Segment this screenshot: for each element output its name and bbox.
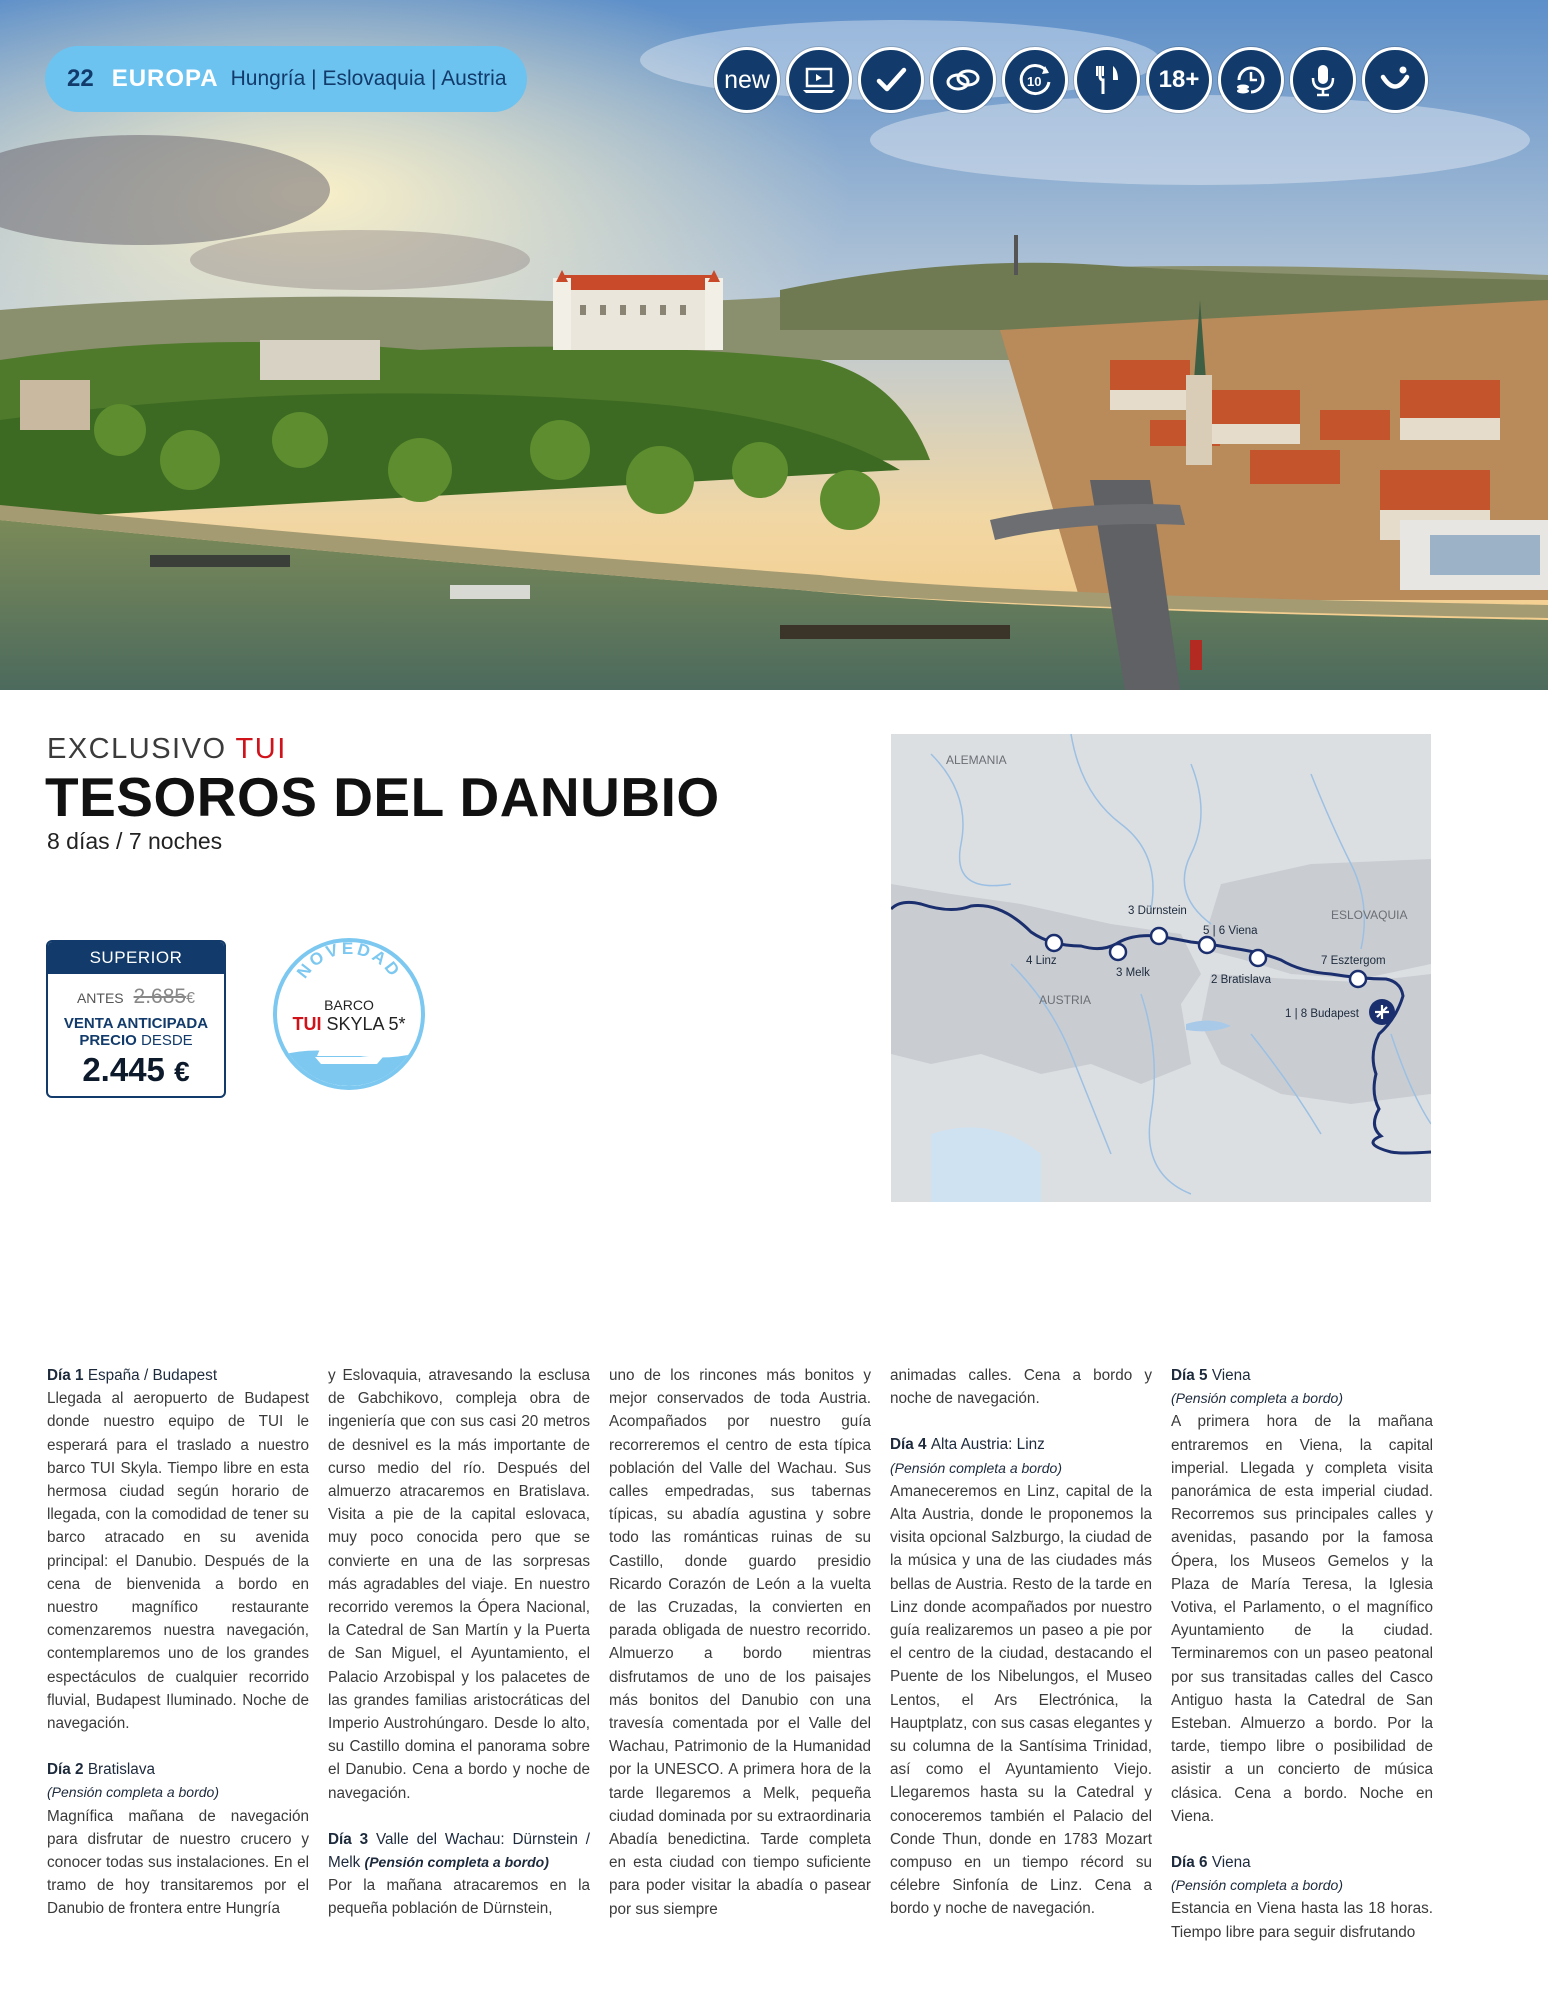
presale-label: VENTA ANTICIPADA: [63, 1015, 209, 1032]
ship-badge: [273, 938, 425, 1090]
location-pill: [45, 46, 527, 112]
day-3-text: Por la mañana atracaremos en la pequeña población de Dürnstein,: [328, 1877, 590, 1918]
map-stop-budapest: 1 | 8 Budapest: [1285, 1008, 1359, 1020]
svg-text:NOVEDAD: NOVEDAD: [293, 942, 405, 982]
trip-duration: 8 días / 7 noches: [47, 828, 223, 854]
day-2-text: Magnífica mañana de navegación para disfrutar de nuestro crucero y conocer todas sus instalaciones. En el tramo de hoy transitaremos por el Danubio de frontera entre Hungría: [47, 1807, 309, 1918]
day-4-board: (Pensión completa a bordo): [890, 1459, 1062, 1476]
itinerary-column-2: [328, 1364, 590, 1921]
day-1-title: Día 1 España / Budapest: [47, 1367, 218, 1384]
price-now-currency: €: [174, 1056, 190, 1087]
tui-smile-icon: [1362, 47, 1428, 113]
day-5-title: Día 5 Viena: [1171, 1367, 1251, 1384]
day-5-text: A primera hora de la mañana entraremos en Viena, la capital imperial. Llegada y completa visita panorámica de esta imperial ciudad. Recorremos sus principales calles y avenidas, pasando por la famosa Ópera, los Museos Gemelos y la Plaza de María Teresa, la Iglesia Votiva, el Parlamento, o el magnífico Ayuntamiento de la ciudad. Terminaremos con un paseo peatonal por sus transitadas calles del Casco Antiguo hasta la Catedral de San Esteban. Almuerzo a bordo. Por la tarde, tiempo libre o posibilidad de asistir a un concierto de música clásica. Cena a bordo. Noche en Viena.: [1171, 1413, 1433, 1825]
day-2-board: (Pensión completa a bordo): [47, 1784, 219, 1801]
day-2-title: Día 2 Bratislava: [47, 1761, 155, 1779]
map-stop-viena: 5 | 6 Viena: [1203, 925, 1258, 937]
day-3-text-end: animadas calles. Cena a bordo y noche de navegación.: [890, 1367, 1152, 1408]
day-6-text: Estancia en Viena hasta las 18 horas. Tiempo libre para seguir disfrutando: [1171, 1900, 1433, 1941]
discount-10-icon: [1002, 47, 1068, 113]
day-4-title: Día 4 Alta Austria: Linz: [890, 1436, 1045, 1454]
laptop-icon: [786, 47, 852, 113]
new-icon: new: [714, 47, 780, 113]
exclusive-label: [47, 733, 287, 766]
ship-brand: TUI: [292, 1014, 322, 1034]
ship-name: [277, 1014, 421, 1035]
price-from-rest: DESDE: [141, 1032, 193, 1049]
map-stop-linz: 4 Linz: [1026, 955, 1057, 967]
checkmark-icon: [858, 47, 924, 113]
feature-icons: [714, 47, 1428, 113]
price-from-bold: PRECIO: [79, 1032, 137, 1049]
exclusive-brand: TUI: [235, 733, 287, 765]
map-label-austria: AUSTRIA: [1039, 993, 1092, 1007]
countries-label: Hungría | Eslovaquia | Austria: [230, 67, 507, 90]
map-stop-melk: 3 Melk: [1116, 967, 1150, 979]
itinerary-column-3: [609, 1364, 871, 1921]
microphone-icon: [1290, 47, 1356, 113]
map-stop-esztergom: 7 Esztergom: [1321, 955, 1386, 967]
price-before-currency: €: [186, 990, 196, 1007]
itinerary-column-1: [47, 1364, 309, 1921]
stop-linz: [1046, 935, 1062, 951]
stop-durnstein: [1151, 928, 1167, 944]
adults-only-icon: 18+: [1146, 47, 1212, 113]
page-title: TESOROS DEL DANUBIO: [45, 766, 720, 828]
price-before-value: 2.685: [133, 985, 187, 1008]
price-box: [46, 940, 226, 1098]
itinerary: [47, 1364, 1433, 1941]
route-map: [891, 734, 1431, 1202]
stop-viena: [1199, 937, 1215, 953]
day-6-title: Día 6 Viena: [1171, 1854, 1251, 1872]
price-before-label: ANTES: [76, 990, 124, 1006]
stop-bratislava: [1250, 950, 1266, 966]
map-stop-bratislava: 2 Bratislava: [1211, 974, 1272, 986]
exclusive-prefix: EXCLUSIVO: [47, 733, 227, 765]
stop-esztergom: [1350, 971, 1366, 987]
cruise-ship-icon: [277, 1038, 421, 1086]
day-1-text: Llegada al aeropuerto de Budapest donde nuestro equipo de TUI le esperará para el traslado a nuestro barco TUI Skyla. Tiempo libre en esta hermosa ciudad según horario de llegada, con la comodidad de tener su barco atracado en su avenida principal: el Danubio. Después de la cena de bienvenida a bordo en nuestro magnífico restaurante comenzaremos nuestra navegación, contemplaremos uno de los grandes espectáculos de cualquier recorrido fluvial, Budapest Iluminado. Noche de navegación.: [47, 1390, 309, 1733]
day-3-text-cont: uno de los rincones más bonitos y mejor conservados de toda Austria. Acompañados por nuestro guía recorreremos el centro de esta típica población del Valle del Wachau. Sus calles empedradas, sus tabernas típicas, su abadía agustina y sobre todo las románticas ruinas de su Castillo, donde guardo presidio Ricardo Corazón de León a la vuelta de las Cruzadas, la convierten en parada obligada de nuestro recorrido. Almuerzo a bordo mientras disfrutamos de uno de los paisajes más bonitos del Danubio con una travesía comentada por el Valle del Wachau, Patrimonio de la Humanidad por la UNESCO. A primera hora de la tarde llegaremos a Melk, pequeña ciudad dominada por su extraordinaria Abadía benedictina. Tarde completa en esta ciudad con tiempo suficiente para poder visitar la abadía o pasear por sus siempre: [609, 1367, 871, 1918]
price-from-label: [48, 1032, 224, 1049]
fork-knife-icon: [1074, 47, 1140, 113]
itinerary-column-4: [890, 1364, 1152, 1921]
stop-melk: [1110, 944, 1126, 960]
page-number: 22: [67, 65, 94, 92]
map-label-alemania: ALEMANIA: [946, 753, 1007, 767]
ship-model: SKYLA 5*: [326, 1014, 406, 1034]
rings-icon: [930, 47, 996, 113]
price-now: [48, 1051, 224, 1089]
map-stop-durnstein: 3 Dürnstein: [1128, 905, 1187, 917]
hero-image: [0, 0, 1548, 690]
price-now-value: 2.445: [82, 1051, 165, 1088]
region-label: EUROPA: [111, 65, 219, 92]
day-3-title: Día 3 Valle del Wachau: Dürnstein / Melk (Pensión completa a bordo): [328, 1830, 590, 1872]
ship-label: BARCO: [324, 997, 374, 1013]
day-4-text: Amaneceremos en Linz, capital de la Alta Austria, donde le proponemos la visita opcional Salzburgo, la ciudad de la música y una de las ciudades más bellas de Austria. Resto de la tarde en Linz donde acompañados por nuestro guía realizaremos un paseo a pie por el centro de la ciudad, destacando el Puente de los Nibelungos, el Museo Lentos, el Ars Electrónica, la Hauptplatz, con sus casas elegantes y su columna de la Santísima Trinidad, así como el Ayuntamiento Viejo. Llegaremos hasta su la Catedral y conoceremos también el Palacio del Conde Thun, donde en 1783 Mozart compuso en un tiempo récord su célebre Sinfonía de Linz. Cena a bordo y noche de navegación.: [890, 1482, 1152, 1918]
itinerary-column-5: [1171, 1364, 1433, 1944]
map-label-eslovaquia: ESLOVAQUIA: [1331, 908, 1408, 922]
price-category: SUPERIOR: [48, 942, 224, 974]
danube-route-map: [891, 734, 1431, 1202]
price-before: [48, 985, 224, 1009]
day-6-board: (Pensión completa a bordo): [1171, 1877, 1343, 1894]
day-2-text-cont: y Eslovaquia, atravesando la esclusa de Gabchikovo, compleja obra de ingeniería que con sus casi 20 metros de desnivel es la más importante de curso medio del río. Después del almuerzo atracaremos en Bratislava. Visita a pie de la capital eslovaca, muy poco conocida pero que se convierte en una de las sorpresas más agradables del viaje. En nuestro recorrido veremos la Ópera Nacional, la Catedral de San Martín y la Puerta de San Miguel, el Ayuntamiento, el Palacio Arzobispal y los palacetes de las grandes familias aristocráticas del Imperio Austrohúngaro. Desde lo alto, su Castillo domina el panorama sobre el Danubio. Cena a bordo y noche de navegación.: [328, 1367, 590, 1802]
svg-text:10: 10: [1027, 74, 1042, 89]
day-5-board: (Pensión completa a bordo): [1171, 1390, 1343, 1407]
clock-money-icon: [1218, 47, 1284, 113]
